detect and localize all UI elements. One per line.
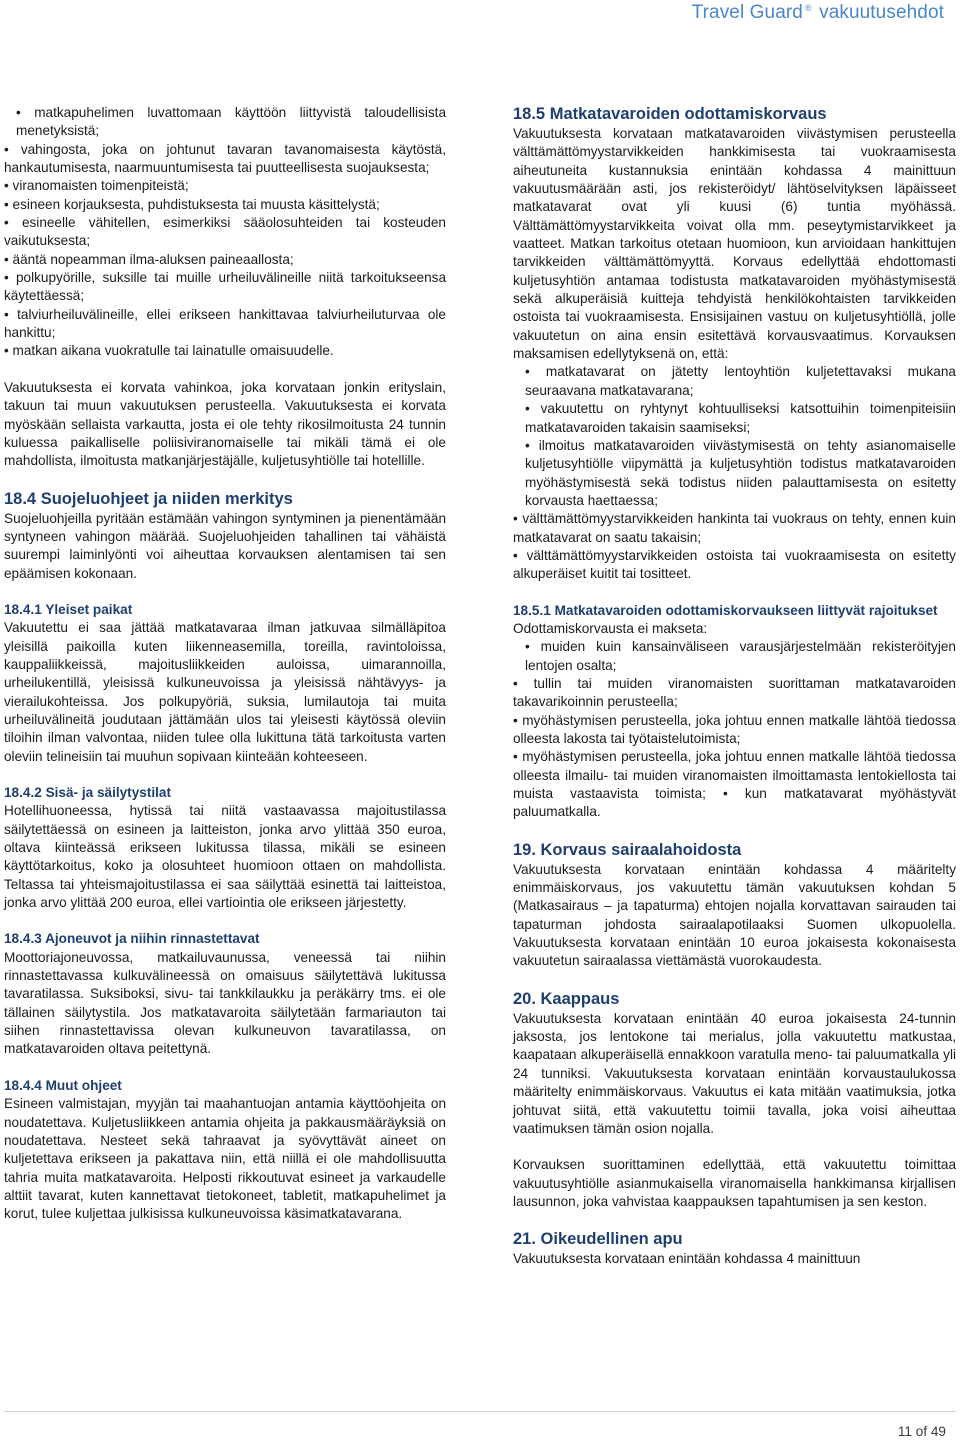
section-text-18-4-1: Vakuutettu ei saa jättää matkatavaraa ilman jatkuvaa silmälläpitoa yleisillä paikoilla kuten liikenneasemilla, toreilla, ravintoloissa, kauppaliikkeissä, majoitusliikkeiden auloissa, uimarannoilla, urheilukentillä, yleisissä kulkuneuvoissa ja yleisissä nähtävyys- ja vierailukohteissa. Jos polkupyöriä, suksia, lumilautoja tai muita urheiluvälineitä joudutaan jättämään ulos tai yleisesti käytössä oleviin tiloihin ilman valvontaa, niiden tulee olla lukittuna tätä tarkoitusta varten oleviin telineisiin tai muuhun sopivaan kiinteään kohteeseen. <box>4 620 446 764</box>
list-item: • ääntä nopeamman ilma-aluksen paineaallosta; <box>4 251 446 269</box>
section-heading-18-5-1: 18.5.1 Matkatavaroiden odottamiskorvaukseen liittyvät rajoitukset <box>513 602 938 618</box>
left-bullet-list <box>4 104 446 361</box>
list-item: • esineelle vähitellen, esimerkiksi sääolosuhteiden tai kosteuden vaikutuksesta; <box>4 214 446 251</box>
requirements-list <box>513 363 956 583</box>
list-item: • välttämättömyystarvikkeiden ostoista tai vuokraamisesta on esitetty alkuperäiset kuitit tai tositteet. <box>513 547 956 584</box>
section-text-18-4-4: Esineen valmistajan, myyjän tai maahantuojan antamia käyttöohjeita on noudatettava. Kuljetusliikkeen antamia ohjeita ja pakkausmääräyksiä on noudatettava. Nesteet sekä tahraavat ja syövyttävät aineet on kuljetettava erikseen ja pakattava niin, että niillä ei ole mahdollisuutta tahria muita matkatavaroita. Helposti rikkoutuvat esineet ja varkaudelle alttiit tavarat, kuten kannettavat tietokoneet, tabletit, matkapuhelimet ja korut, tulee kuljettaa julkisissa kulkuneuvoissa käsimatkatavarana. <box>4 1096 446 1222</box>
list-item: • matkatavarat on jätetty lentoyhtiön kuljetettavaksi mukana seuraavana matkatavarana; <box>513 363 956 400</box>
list-item: • matkapuhelimen luvattomaan käyttöön liittyvistä taloudellisista menetyksistä; <box>4 104 446 141</box>
section-text-21: Vakuutuksesta korvataan enintään kohdassa 4 mainittuun <box>513 1251 861 1267</box>
section-heading-18-4-2: 18.4.2 Sisä- ja säilytystilat <box>4 785 172 800</box>
section-heading-18-5: 18.5 Matkatavaroiden odottamiskorvaus <box>513 105 827 123</box>
list-item: • talviurheiluvälineille, ellei erikseen hankittavaa talviurheiluturvaa ole hankittu; <box>4 306 446 343</box>
list-item: • myöhästymisen perusteella, joka johtuu ennen matkalle lähtöä tiedossa olleesta lakosta tai työtaistelutoimista; <box>513 712 956 749</box>
list-item: • välttämättömyystarvikkeiden hankinta tai vuokraus on tehty, ennen kuin matkatavarat on saatu takaisin; <box>513 510 956 547</box>
list-item: • polkupyörille, suksille tai muille urheiluvälineille niitä tarkoitukseensa käytettäessä; <box>4 269 446 306</box>
section-text-20-a: Vakuutuksesta korvataan enintään 40 euroa jokaisesta 24-tunnin jaksosta, jos lentokone tai merialus, jolla vakuutettu matkustaa, kaapataan alkuperäisellä ennakkoon varatulla meno- tai paluumatkalla yli 24 tunniksi. Vakuutuksesta korvataan enintään korvaustaulukossa määritelty enimmäiskorvaus. Vakuutus ei kata mitään vaatimuksia, jotka johtuvat siitä, että vakuutettu toimii tavalla, joka voisi aiheuttaa vaatimuksen tämän osion nojalla. <box>513 1010 956 1136</box>
section-text-20-b: Korvauksen suorittaminen edellyttää, että vakuutettu toimittaa vakuutusyhtiölle asianmukaisella viranomaisella hankkimansa kirjallisen lausunnon, joka vahvistaa kaappauksen tapahtumisen ja sen keston. <box>513 1157 956 1209</box>
list-item: • ilmoitus matkatavaroiden viivästymisestä on tehty asianomaiselle kuljetusyhtiölle viipymättä ja kuljetusyhtiön todistus matkatavaroiden myöhästymisestä sekä todistus niiden palauttamisesta on esitetty korvausta haettaessa; <box>513 437 956 510</box>
list-item: • vakuutettu on ryhtynyt kohtuulliseksi katsottuihin toimenpiteisiin matkatavaroiden takaisin saamiseksi; <box>513 400 956 437</box>
section-heading-20: 20. Kaappaus <box>513 989 620 1008</box>
section-text-18-4: Suojeluohjeilla pyritään estämään vahingon syntyminen ja pienentämään syntyneen vahingon määrää. Suojeluohjeiden tahallinen tai vähäistä suurempi laiminlyönti voi aiheuttaa korvauksen alentamisen tai sen epäämisen kokonaan. <box>4 510 446 581</box>
list-item: • vahingosta, joka on johtunut tavaran tavanomaisesta käytöstä, hankautumisesta, naarmuuntumisesta tai puutteellisesta suojauksesta; <box>4 141 446 178</box>
footer-divider <box>4 1411 956 1412</box>
section-heading-18-4-1: 18.4.1 Yleiset paikat <box>4 601 133 617</box>
section-heading-21: 21. Oikeudellinen apu <box>513 1230 683 1249</box>
list-item: • viranomaisten toimenpiteistä; <box>4 177 446 195</box>
section-heading-19: 19. Korvaus sairaalahoidosta <box>513 840 742 859</box>
list-item: • myöhästymisen perusteella, joka johtuu ennen matkalle lähtöä tiedossa olleesta ilmailu- tai muiden viranomaisten ilmoittamasta lentokiellosta tai muista vastaavista toimista; • kun matkatavarat myöhästyvät paluumatkalla. <box>513 748 956 821</box>
left-column <box>4 104 446 1224</box>
section-text-18-4-3: Moottoriajoneuvossa, matkailuvaunussa, veneessä tai niihin rinnastettavassa kulkuvälineessä on omaisuus säilytettävä lukitussa tavaratilassa. Suksiboksi, sivu- tai tankkilaukku ja peräkärry tms. ei ole tällainen säilytystila. Jos matkatavaroita säilytetään farmariauton tai siihen rinnastettavissa olevan kulkuneuvon tavaratilassa, on matkatavaroiden oltava peitettynä. <box>4 949 446 1057</box>
limitations-list <box>513 638 956 821</box>
registered-mark: ® <box>804 2 812 13</box>
right-column <box>513 104 956 1269</box>
section-text-18-5-1: Odottamiskorvausta ei makseta: <box>513 620 708 636</box>
list-item: • esineen korjauksesta, puhdistuksesta tai muusta käsittelystä; <box>4 196 446 214</box>
section-heading-18-4: 18.4 Suojeluohjeet ja niiden merkitys <box>4 489 293 508</box>
section-text-18-4-2: Hotellihuoneessa, hytissä tai niitä vastaavassa majoitustilassa säilytettäessä on esineen ja laitteiston, jonka arvo ylittää 350 euroa, oltava kiinteässä erikseen lukitussa tilassa, mikäli se esineen käyttötarkoitus, koko ja olosuhteet huomioon ottaen on mahdollista. Teltassa tai yhteismajoitustilassa ei saa säilyttää esinettä tai laitteistoa, jonka arvo ylittää 200 euroa, ellei vartiointia ole erikseen järjestetty. <box>4 803 446 911</box>
list-item: • matkan aikana vuokratulle tai lainatulle omaisuudelle. <box>4 342 446 360</box>
exclusion-paragraph: Vakuutuksesta ei korvata vahinkoa, joka korvataan jonkin erityslain, takuun tai muun vakuutuksen perusteella. Vakuutuksesta ei korvata myöskään sellaista varkautta, josta ei ole tehty rikosilmoitusta 24 tunnin kuluessa paikalliselle poliisiviranomaiselle tai mikäli tämä ei ole mahdollista, ilmoitusta matkanjärjestäjälle, kuljetusyhtiölle tai hotellille. <box>4 379 446 469</box>
page-number: 11 of 49 <box>897 1424 946 1439</box>
list-item: • muiden kuin kansainväliseen varausjärjestelmään rekisteröityjen lentojen osalta; <box>513 638 956 675</box>
list-item: • tullin tai muiden viranomaisten suorittaman matkatavaroiden takavarikoinnin perusteella; <box>513 675 956 712</box>
brand-name: Travel Guard <box>691 2 803 23</box>
section-heading-18-4-4: 18.4.4 Muut ohjeet <box>4 1077 122 1093</box>
section-text-19: Vakuutuksesta korvataan enintään kohdassa 4 määritelty enimmäiskorvaus, jos vakuutettu tämän vakuutuksen kohdan 5 (Matkasairaus – ja tapaturma) ehtojen nojalla korvattavan sairauden tai tapaturman johdosta sairaalapotilaaksi Suomen ulkopuolella. Vakuutuksesta korvataan enintään 10 euroa jokaisesta kokonaisesta vakuutetun sairaalassa viettämästä vuorokaudesta. <box>513 861 956 969</box>
section-text-18-5: Vakuutuksesta korvataan matkatavaroiden viivästymisen perusteella välttämättömyystarvikkeiden hankkimisesta tai vuokraamisesta aiheutuneita kustannuksia enintään kohdassa 4 mainittuun vakuutusmäärään asti, jos rekisteröidyt/ lähtöselvityksen läpäisseet matkatavarat ovat yli kuusi (6) tuntia myöhässä. Välttämättömyystarvikkeita voivat olla mm. peseytymistarvikkeet ja vaatteet. Matkan tarkoitus otetaan huomioon, kun arvioidaan hankittujen tarvikkeiden välttämättömyyttä. Korvaus edellyttää ehdottomasti kuljetusyhtiön antamaa todistusta matkatavaroiden myöhästymisestä sekä alkuperäisiä kuitteja tehdyistä henkilökohtaisten tarvikkeiden ostoista tai vuokraamisesta. Ensisijainen vastuu on kuljetusyhtiöllä, jolle vakuutetun on aina ensin esitettävä korvausvaatimus. Korvauksen maksamisen edellytyksenä on, että: <box>513 126 956 362</box>
header-brand <box>692 2 944 24</box>
section-heading-18-4-3: 18.4.3 Ajoneuvot ja niihin rinnastettavat <box>4 931 260 947</box>
brand-suffix: vakuutusehdot <box>819 2 944 23</box>
